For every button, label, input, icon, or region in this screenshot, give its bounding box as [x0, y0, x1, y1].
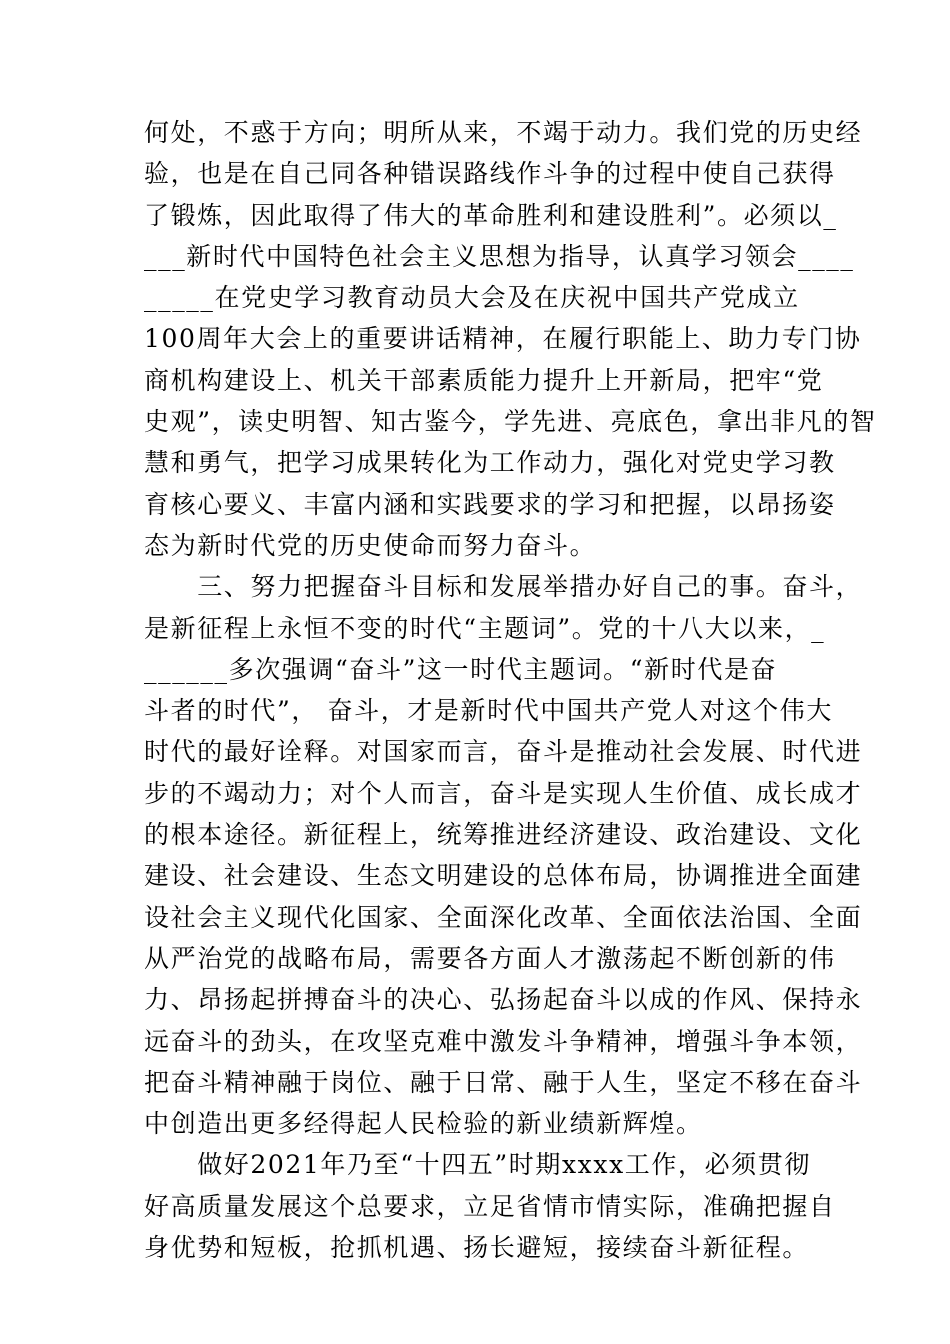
text-line: 远奋斗的劲头，在攻坚克难中激发斗争精神，增强斗争本领，: [144, 1026, 863, 1056]
text-line: 斗者的时代”， 奋斗，才是新时代中国共产党人对这个伟大: [144, 696, 833, 726]
text-line: 100周年大会上的重要讲话精神，在履行职能上、助力专门协: [144, 324, 862, 354]
text-line: 步的不竭动力；对个人而言，奋斗是实现人生价值、成长成才: [144, 778, 863, 808]
text-line: 好高质量发展这个总要求，立足省情市情实际，准确把握自: [144, 1191, 836, 1221]
text-line: 何处，不惑于方向；明所从来，不竭于动力。我们党的历史经: [144, 118, 863, 147]
text-line: 时代的最好诠释。对国家而言，奋斗是推动社会发展、时代进: [144, 737, 863, 767]
text-line: 身优势和短板，抢抓机遇、扬长避短，接续奋斗新征程。: [144, 1233, 810, 1263]
document-body: [144, 112, 877, 1268]
text-line: 设社会主义现代化国家、全面深化改革、全面依法治国、全面: [144, 902, 863, 932]
text-line: 史观”，读史明智、知古鉴今，学先进、亮底色，拿出非凡的智: [144, 407, 877, 437]
text-line: 是新征程上永恒不变的时代“主题词”。党的十八大以来，_: [144, 613, 826, 643]
text-line: 了锻炼，因此取得了伟大的革命胜利和建设胜利”。必须以_: [144, 200, 838, 230]
text-line: 育核心要义、丰富内涵和实践要求的学习和把握，以昂扬姿: [144, 489, 836, 519]
text-line: 态为新时代党的历史使命而努力奋斗。: [144, 530, 597, 560]
text-line: 从严治党的战略布局，需要各方面人才激荡起不断创新的伟: [144, 943, 836, 973]
text-line: 验，也是在自己同各种错误路线作斗争的过程中使自己获得: [144, 159, 836, 189]
text-line: ___新时代中国特色社会主义思想为指导，认真学习领会____: [144, 241, 855, 271]
text-line: 把奋斗精神融于岗位、融于日常、融于人生，坚定不移在奋斗: [144, 1067, 863, 1097]
text-line: 中创造出更多经得起人民检验的新业绩新辉煌。: [144, 1109, 703, 1139]
text-line: 商机构建设上、机关干部素质能力提升上开新局，把牢“党: [144, 365, 824, 395]
text-line: _____在党史学习教育动员大会及在庆祝中国共产党成立: [144, 283, 800, 313]
text-line: ______多次强调“奋斗”这一时代主题词。“新时代是奋: [144, 654, 778, 684]
text-line: 的根本途径。新征程上，统筹推进经济建设、政治建设、文化: [144, 820, 863, 850]
paragraph-4-start: 做好2021年乃至“十四五”时期xxxx工作，必须贯彻: [144, 1150, 811, 1180]
paragraph-3-start: 三、努力把握奋斗目标和发展举措办好自己的事。奋斗，: [144, 572, 863, 602]
text-line: 慧和勇气，把学习成果转化为工作动力，强化对党史学习教: [144, 448, 836, 478]
text-line: 力、昂扬起拼搏奋斗的决心、弘扬起奋斗以成的作风、保持永: [144, 985, 863, 1015]
text-line: 建设、社会建设、生态文明建设的总体布局，协调推进全面建: [144, 861, 863, 891]
